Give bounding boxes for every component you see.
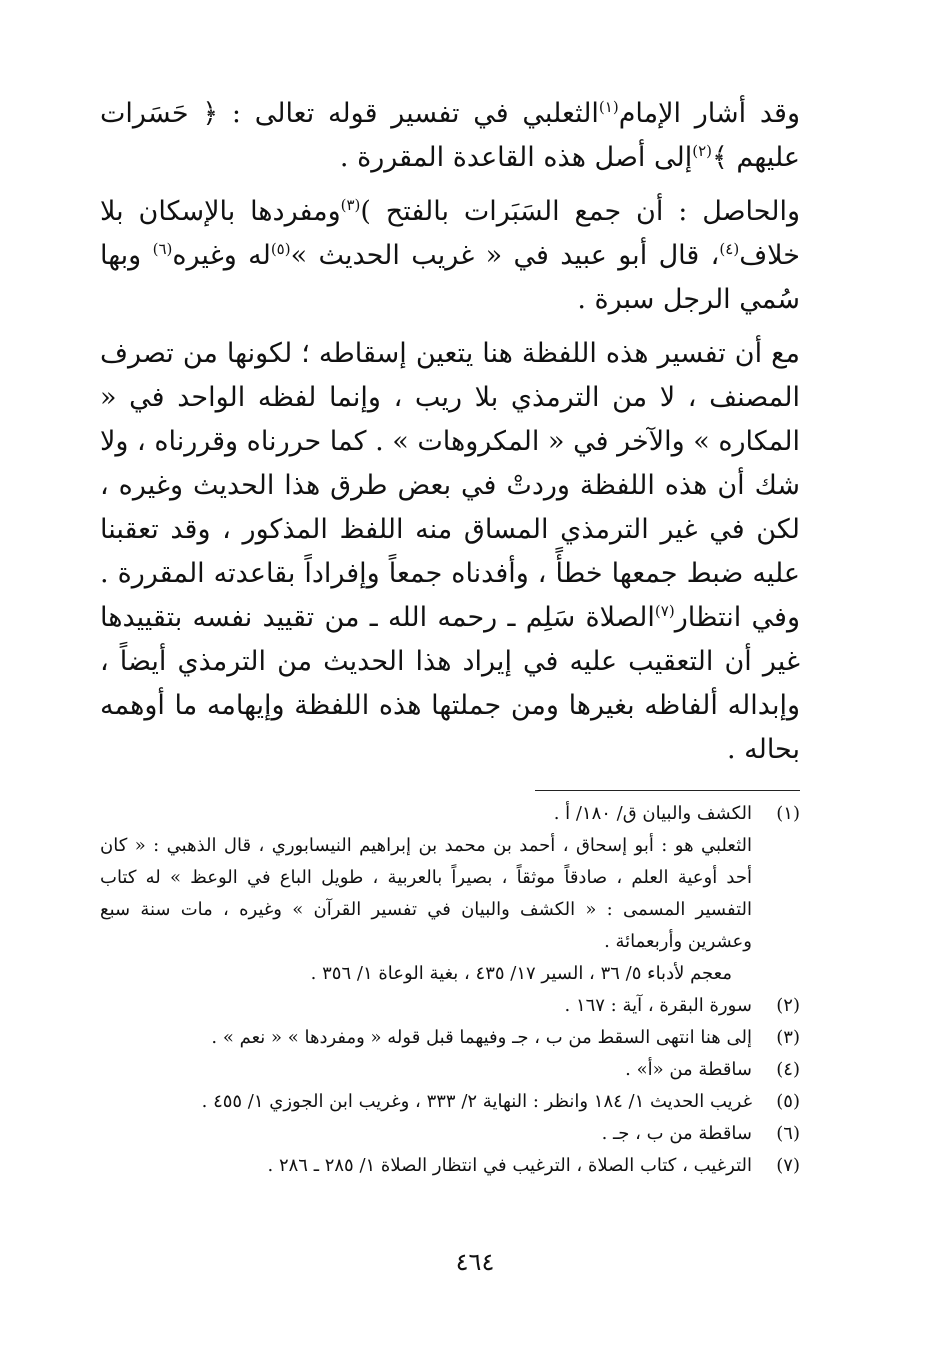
text-segment: وبها سُمي الرجل سبرة . [100, 240, 800, 315]
footnote-ref: (١) [598, 98, 619, 116]
text-segment: مع أن تفسير هذه اللفظة هنا يتعين إسقاطه ؛ لكونها من تصرف المصنف ، لا من الترمذي بلا ريب ، وإنما لفظه الواحد في « المكاره » والآخر في « المكروهات » . كما حررناه وقررناه ، ولا شك أن هذه اللفظة وردتْ في بعض طرق هذا الحديث وغيره ، لكن في غير الترمذي المساق منه اللفظ المذكور ، وقد تعقبنا عليه ضبط جمعها خطأً ، وأفدناه جمعاً وإفراداً بقاعدته المقررة . وفي انتظار [100, 338, 800, 633]
footnote-number: (٥) [776, 1091, 800, 1112]
footnote-text: إلى هنا انتهى السقط من ب ، جـ وفيهما قبل قوله « ومفردها » « نعم » . [211, 1027, 752, 1048]
footnote-divider [535, 790, 800, 791]
footnote-number: (٣) [776, 1027, 800, 1048]
paragraph-3 [100, 332, 800, 772]
footnote-3 [100, 1022, 800, 1054]
footnote-text: ساقطة من ب ، جـ . [601, 1123, 752, 1144]
footnote-number: (٧) [776, 1155, 800, 1176]
text-segment: له وغيره [172, 240, 271, 271]
footnote-1 [100, 798, 800, 830]
footnote-ref: (٢) [692, 142, 712, 160]
footnote-ref: (٤) [719, 240, 740, 258]
paragraph-2 [100, 190, 800, 322]
footnote-biography: الثعلبي هو : أبو إسحاق ، أحمد بن محمد بن إبراهيم النيسابوري ، قال الذهبي : « كان أحد أوعية العلم ، صادقاً موثقاً ، بصيراً بالعربية ، طويل الباع في الوعظ » له كتاب التفسير المسمى : « الكشف والبيان في تفسير القرآن » وغيره ، مات سنة سبع وعشرين وأربعمائة . [100, 835, 752, 952]
footnote-ref: (٣) [340, 196, 361, 214]
text-segment: ومفردها بالإسكان بلا خلاف [100, 196, 800, 271]
footnote-ref: (٦) [152, 240, 173, 258]
footnote-text: سورة البقرة ، آية : ١٦٧ . [564, 995, 752, 1016]
text-segment: الثعلبي في تفسير قوله تعالى : ﴿ حَسَرات عليهم ﴾ [100, 98, 800, 173]
footnote-7 [100, 1150, 800, 1182]
footnote-5 [100, 1086, 800, 1118]
footnote-text: ساقطة من «أ» . [625, 1059, 752, 1080]
footnote-number: (١) [776, 803, 800, 824]
footnote-text: غريب الحديث ١/ ١٨٤ وانظر : النهاية ٢/ ٣٣٣ ، وغريب ابن الجوزي ١/ ٤٥٥ . [201, 1091, 752, 1112]
footnote-number: (٦) [776, 1123, 800, 1144]
footnote-number: (٢) [776, 995, 800, 1016]
text-segment: وقد أشار الإمام [618, 98, 800, 129]
footnote-number: (٤) [776, 1059, 800, 1080]
main-text [100, 92, 800, 772]
footnote-text: الكشف والبيان ق/ ١٨٠/ أ . [553, 803, 752, 824]
text-segment: إلى أصل هذه القاعدة المقررة . [339, 142, 693, 173]
text-segment: والحاصل : أن جمع السَبَرات بالفتح ) [360, 196, 800, 227]
footnote-6 [100, 1118, 800, 1150]
footnotes [100, 798, 800, 1182]
footnote-text: الترغيب ، كتاب الصلاة ، الترغيب في انتظار الصلاة ١/ ٢٨٥ ـ ٢٨٦ . [267, 1155, 752, 1176]
text-segment: الصلاة سَلِم ـ رحمه الله ـ من تقييد نفسه بتقييدها غير أن التعقيب عليه في إيراد هذا الحديث من الترمذي أيضاً ، وإبداله ألفاظه بغيرها ومن جملتها هذه اللفظة وإيهامه ما أوهمه بحاله . [100, 602, 800, 765]
text-segment: ، قال أبو عبيد في « غريب الحديث » [290, 240, 720, 271]
footnote-ref: (٥) [270, 240, 291, 258]
footnote-ref: (٧) [654, 602, 675, 620]
footnote-2 [100, 990, 800, 1022]
footnote-sources: معجم لأدباء ٥/ ٣٦ ، السير ١٧/ ٤٣٥ ، بغية الوعاة ١/ ٣٥٦ . [310, 963, 732, 984]
paragraph-1 [100, 92, 800, 180]
footnote-4 [100, 1054, 800, 1086]
page-number: ٤٦٤ [455, 1248, 495, 1276]
